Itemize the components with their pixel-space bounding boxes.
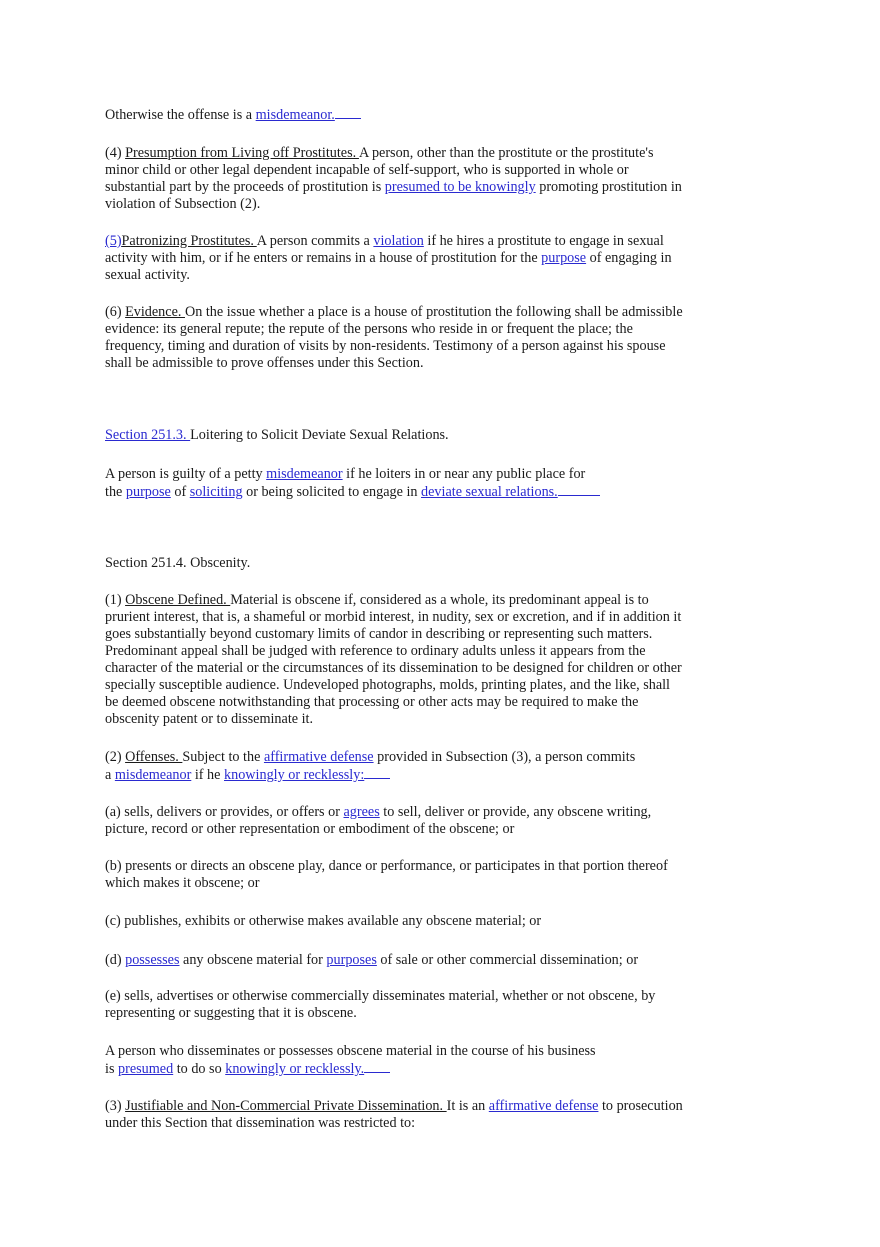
- underline-tail: [364, 1060, 390, 1073]
- heading-offenses: Offenses.: [125, 749, 183, 765]
- link-section-251-3[interactable]: Section 251.3.: [105, 427, 191, 443]
- link-5[interactable]: (5): [105, 233, 122, 249]
- heading-justifiable: Justifiable and Non-Commercial Private Dissemination.: [125, 1098, 447, 1114]
- section-251-4-title: Section 251.4. Obscenity.: [105, 555, 251, 571]
- section-251-3-title: Section 251.3. Loitering to Solicit Deviate Sexual Relations.: [105, 427, 449, 443]
- paragraph-1-obscene-defined: (1) Obscene Defined. Material is obscene if, considered as a whole, its predominant appeal is to prurient interest, that is, a shameful or morbid interest, in nudity, sex or excretion, and if in addition it goes substantially beyond customary limits of candor in describing or representing such matters. Predominant appeal shall be judged with reference to ordinary adults unless it appears from the character of the material or the circumstances of its dissemination to be designed for children or other specially susceptible audience. Undeveloped photographs, molds, printing plates, and the like, shall be deemed obscene notwithstanding that processing or other acts may be required to make the obscenity patent or to disseminate it.: [105, 592, 682, 727]
- link-soliciting[interactable]: soliciting: [189, 484, 243, 500]
- heading-obscene-defined: Obscene Defined.: [125, 592, 231, 608]
- underline-tail: [558, 483, 600, 496]
- link-purpose[interactable]: purpose: [125, 484, 171, 500]
- item-c: (c) publishes, exhibits or otherwise makes available any obscene material; or: [105, 913, 542, 929]
- link-purpose[interactable]: purpose: [541, 250, 587, 266]
- link-violation[interactable]: violation: [373, 233, 424, 249]
- item-a: (a) sells, delivers or provides, or offers or agrees to sell, deliver or provide, any obscene writing, picture, record or other representation or embodiment of the obscene; or: [105, 804, 652, 837]
- link-presumed-knowingly[interactable]: presumed to be knowingly: [384, 179, 536, 195]
- heading-presumption: Presumption from Living off Prostitutes.: [125, 145, 359, 161]
- underline-tail: [335, 106, 361, 119]
- link-agrees[interactable]: agrees: [343, 804, 380, 820]
- link-purposes[interactable]: purposes: [326, 952, 377, 968]
- link-possesses[interactable]: possesses: [125, 952, 180, 968]
- link-presumed[interactable]: presumed: [118, 1061, 174, 1077]
- misdemeanor-paragraph: Otherwise the offense is a misdemeanor.: [105, 106, 745, 124]
- item-b: (b) presents or directs an obscene play, dance or performance, or participates in that portion thereof which makes it obscene; or: [105, 858, 668, 891]
- link-knowingly-recklessly[interactable]: knowingly or recklessly:: [224, 767, 365, 783]
- item-e: (e) sells, advertises or otherwise commercially disseminates material, whether or not obscene, by representing or suggesting that it is obscene.: [105, 988, 656, 1021]
- section-251-3-body: A person is guilty of a petty misdemeanor if he loiters in or near any public place for the purpose of soliciting or being solicited to engage in deviate sexual relations.: [105, 466, 745, 501]
- link-misdemeanor[interactable]: misdemeanor: [114, 767, 192, 783]
- heading-patronizing: Patronizing Prostitutes.: [121, 233, 257, 249]
- item-d: (d) possesses any obscene material for purposes of sale or other commercial dissemination; or: [105, 952, 639, 968]
- link-misdemeanor-petty[interactable]: misdemeanor: [266, 466, 343, 482]
- link-affirmative-defense[interactable]: affirmative defense: [488, 1098, 599, 1114]
- paragraph-2-offenses: (2) Offenses. Subject to the affirmative defense provided in Subsection (3), a person commits a misdemeanor if he knowingly or recklessly:: [105, 749, 636, 783]
- underline-tail: [364, 766, 390, 779]
- heading-evidence: Evidence.: [125, 304, 185, 320]
- link-affirmative-defense[interactable]: affirmative defense: [263, 749, 374, 765]
- link-misdemeanor[interactable]: misdemeanor.: [255, 107, 335, 123]
- paragraph-6-evidence: (6) Evidence. On the issue whether a place is a house of prostitution the following shall be admissible evidence: its general repute; the repute of the persons who reside in or frequent the place; the frequency, timing and duration of visits by non-residents. Testimony of a person against his spouse shall be admissible to prove offenses under this Section.: [105, 304, 683, 371]
- presumption-business-paragraph: A person who disseminates or possesses obscene material in the course of his business is presumed to do so knowingly or recklessly.: [105, 1043, 596, 1077]
- paragraph-5-patronizing: (5)Patronizing Prostitutes. A person commits a violation if he hires a prostitute to engage in sexual activity with him, or if he enters or remains in a house of prostitution for the purpose of engaging in sexual activity.: [105, 233, 672, 283]
- paragraph-4-presumption: (4) Presumption from Living off Prostitutes. A person, other than the prostitute or the prostitute's minor child or other legal dependent incapable of self-support, who is supported in whole or substantial part by the proceeds of prostitution is presumed to be knowingly promoting prostitution in violation of Subsection (2).: [105, 145, 682, 212]
- link-deviate-sexual-relations[interactable]: deviate sexual relations.: [421, 484, 558, 500]
- link-knowingly-recklessly[interactable]: knowingly or recklessly.: [225, 1061, 365, 1077]
- paragraph-3-justifiable: (3) Justifiable and Non-Commercial Private Dissemination. It is an affirmative defense to prosecution under this Section that dissemination was restricted to:: [105, 1098, 683, 1131]
